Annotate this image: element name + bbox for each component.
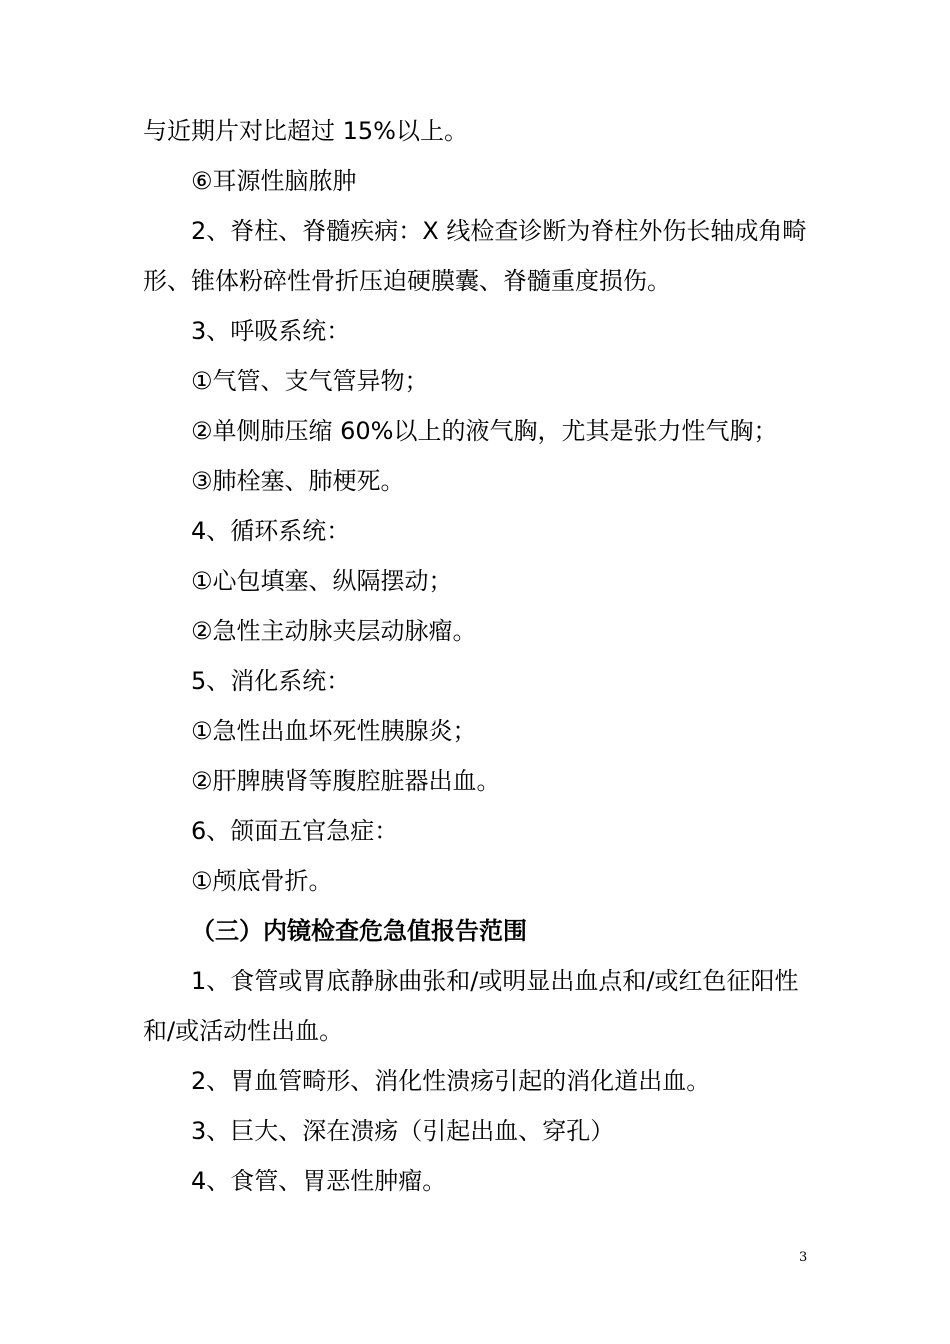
text-line: 2、胃血管畸形、消化性溃疡引起的消化道出血。 xyxy=(191,1067,711,1095)
page-number: 3 xyxy=(799,1250,808,1265)
list-item: ③肺栓塞、肺梗死。 xyxy=(191,467,405,495)
section-heading: 5、消化系统： xyxy=(191,667,351,695)
section-heading: 6、颌面五官急症： xyxy=(191,817,399,845)
section-heading: 3、呼吸系统： xyxy=(191,317,351,345)
list-item: ②单侧肺压缩 60%以上的液气胸，尤其是张力性气胸； xyxy=(191,417,778,445)
document-body xyxy=(143,106,815,1206)
list-item: ②肝脾胰肾等腹腔脏器出血。 xyxy=(191,767,501,795)
text-line: 和/或活动性出血。 xyxy=(143,1017,344,1045)
text-line: 1、食管或胃底静脉曲张和/或明显出血点和/或红色征阳性 xyxy=(191,967,799,995)
text-line: 4、食管、胃恶性肿瘤。 xyxy=(191,1167,447,1195)
text-line: 与近期片对比超过 15%以上。 xyxy=(143,117,468,145)
text-line: 3、巨大、深在溃疡（引起出血、穿孔） xyxy=(191,1117,615,1145)
list-item: ①心包填塞、纵隔摆动； xyxy=(191,567,453,595)
text-line: ⑥耳源性脑脓肿 xyxy=(191,167,357,195)
text-line: 2、脊柱、脊髓疾病：X 线检查诊断为脊柱外伤长轴成角畸 xyxy=(191,217,807,245)
list-item: ①气管、支气管异物； xyxy=(191,367,429,395)
list-item: ①颅底骨折。 xyxy=(191,867,333,895)
list-item: ①急性出血坏死性胰腺炎； xyxy=(191,717,477,745)
section-heading: 4、循环系统： xyxy=(191,517,351,545)
list-item: ②急性主动脉夹层动脉瘤。 xyxy=(191,617,477,645)
chapter-heading: （三）内镜检查危急值报告范围 xyxy=(191,917,527,945)
text-line: 形、锥体粉碎性骨折压迫硬膜囊、脊髓重度损伤。 xyxy=(143,267,671,295)
